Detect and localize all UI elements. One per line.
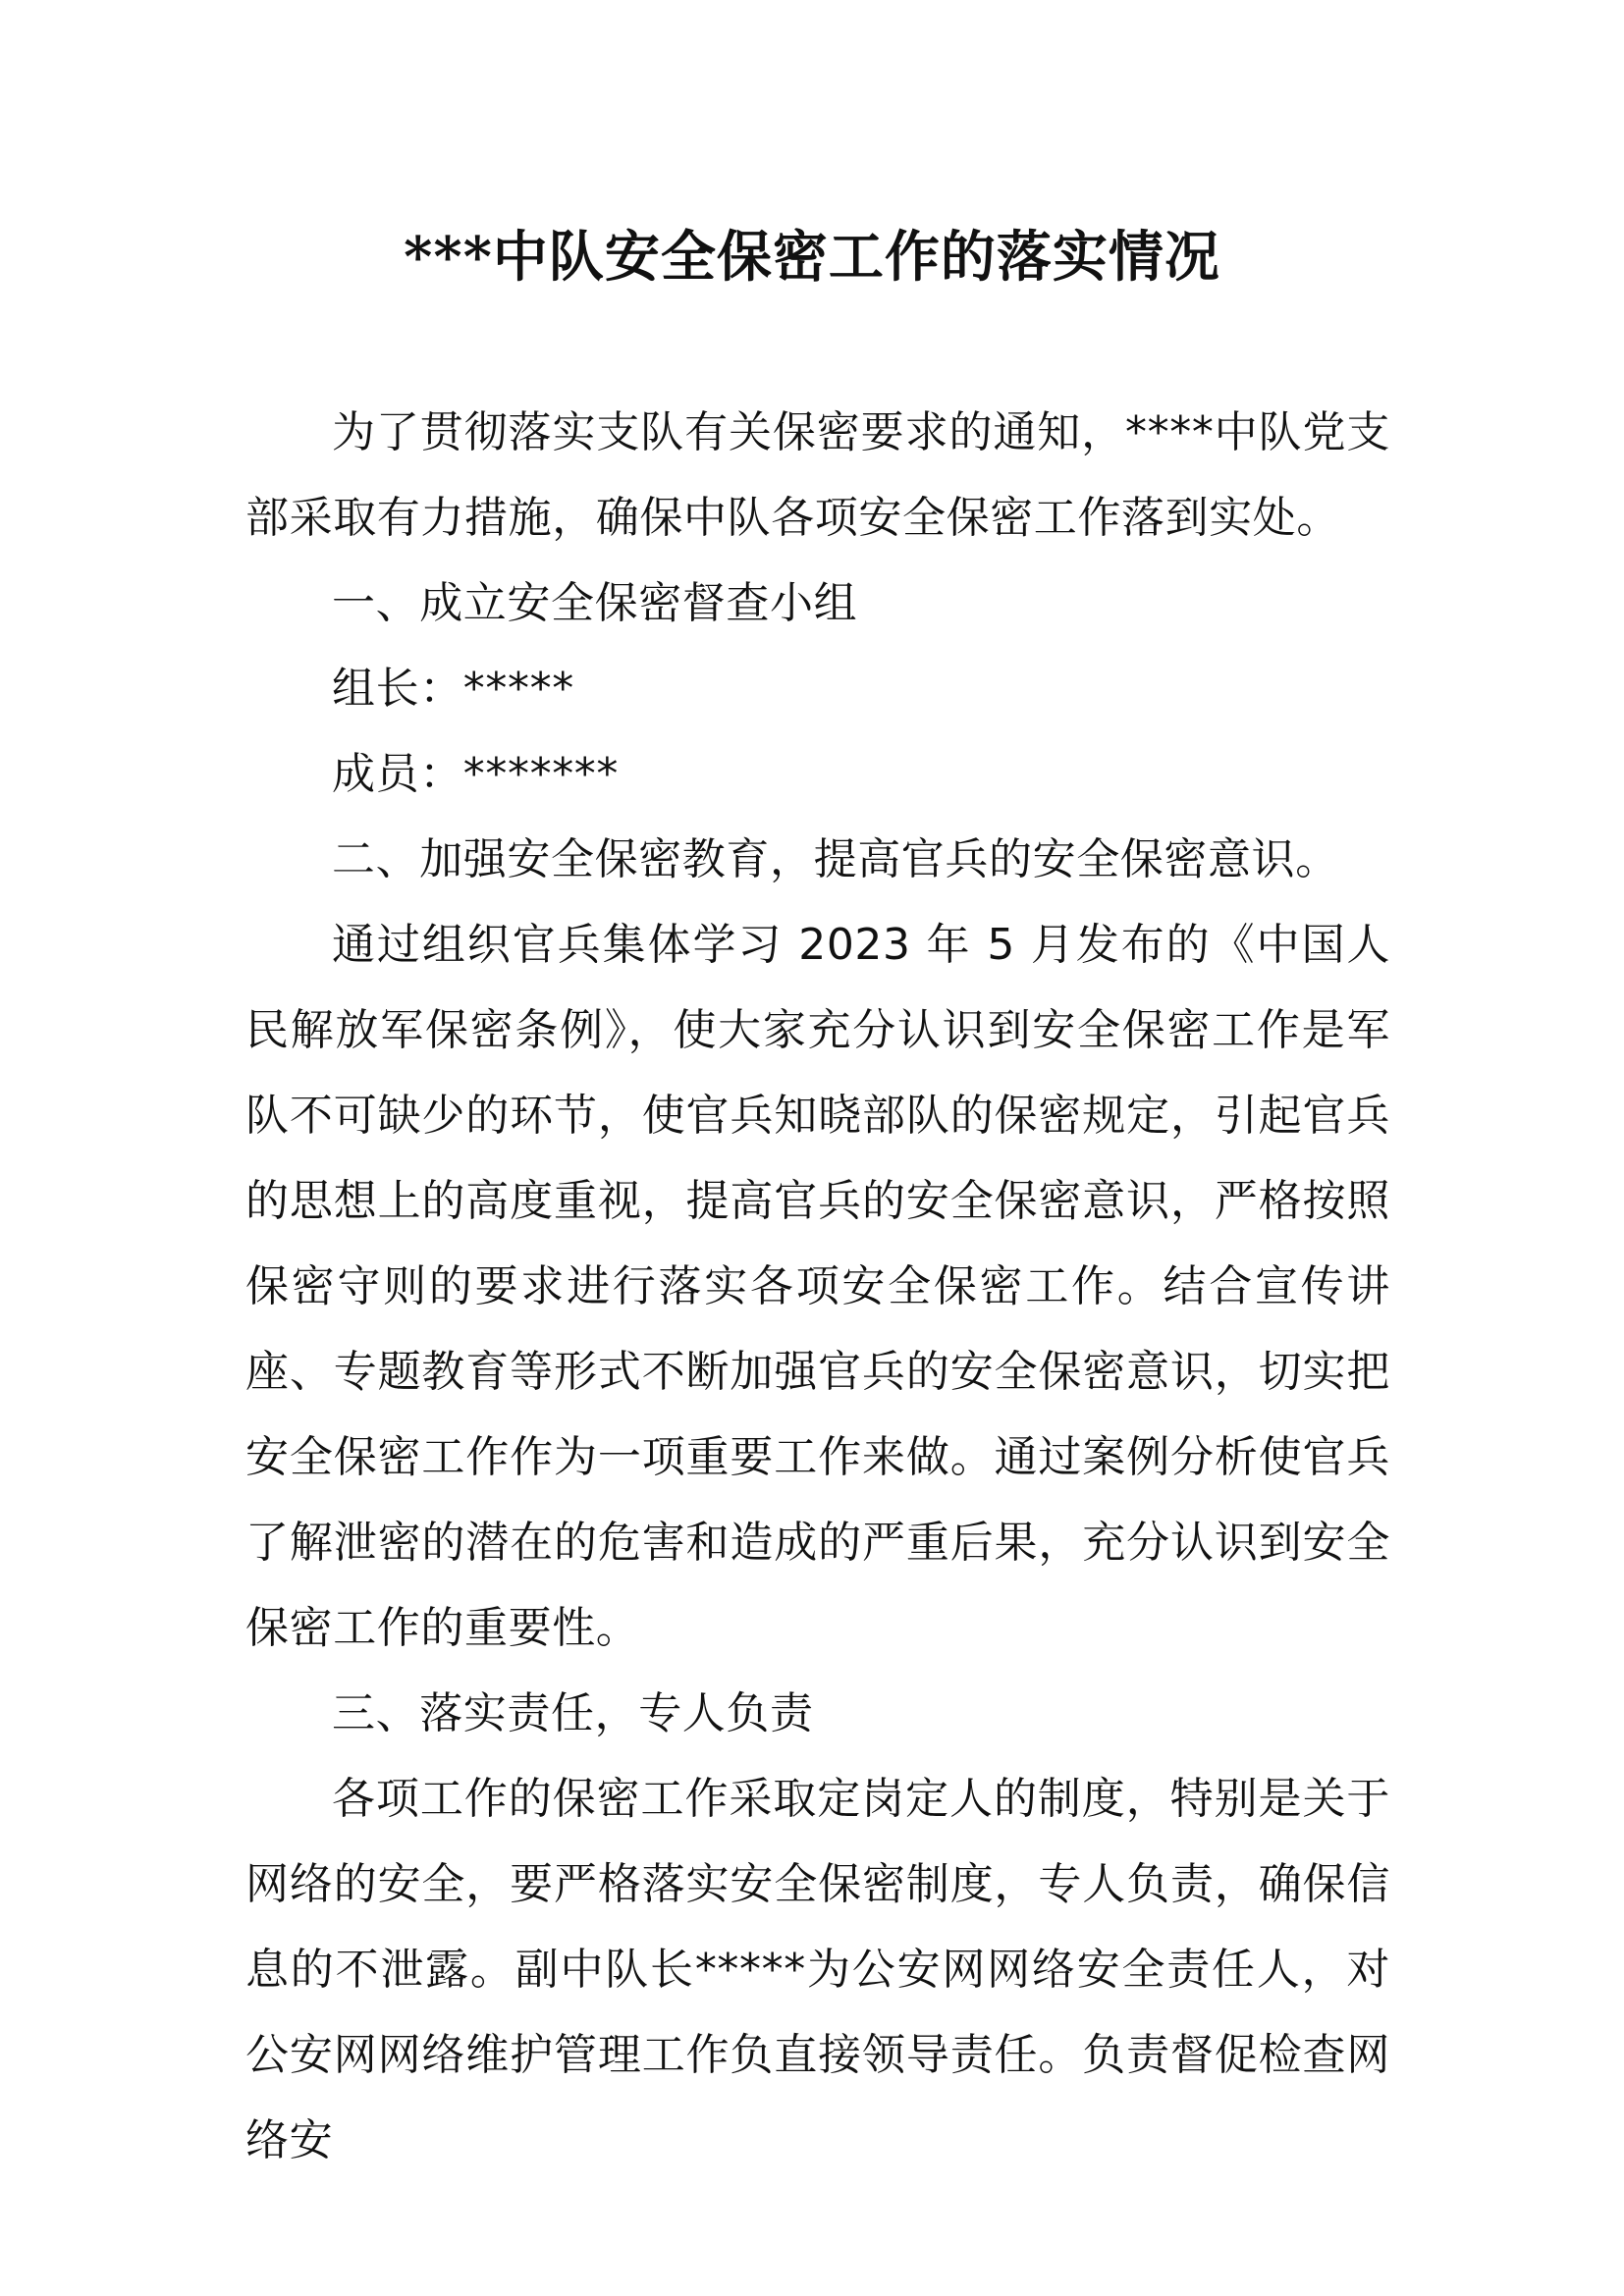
paragraph-education: 通过组织官兵集体学习 2023 年 5 月发布的《中国人民解放军保密条例》，使大家充分认识到安全保密工作是军队不可缺少的环节，使官兵知晓部队的保密规定，引起官兵的思想上的高度重视，提高官兵的安全保密意识，严格按照保密守则的要求进行落实各项安全保密工作。结合宣传讲座、专题教育等形式不断加强官兵的安全保密意识，切实把安全保密工作作为一项重要工作来做。通过案例分析使官兵了解泄密的潜在的危害和造成的严重后果，充分认识到安全保密工作的重要性。 [245, 920, 1390, 1653]
group-leader-line: 组长：***** [332, 664, 574, 714]
document-body [245, 390, 1390, 2183]
document-title: ***中队安全保密工作的落实情况 [404, 225, 1220, 290]
group-members-line: 成员：******* [332, 749, 619, 799]
section-heading-1: 一、成立安全保密督查小组 [332, 578, 858, 628]
section-heading-3: 三、落实责任，专人负责 [332, 1688, 814, 1738]
paragraph-intro: 为了贯彻落实支队有关保密要求的通知，****中队党支部采取有力措施，确保中队各项安全保密工作落到实处。 [245, 407, 1390, 543]
section-heading-2: 二、加强安全保密教育，提高官兵的安全保密意识。 [332, 834, 1339, 884]
paragraph-responsibility: 各项工作的保密工作采取定岗定人的制度，特别是关于网络的安全，要严格落实安全保密制度，专人负责，确保信息的不泄露。副中队长*****为公安网网络安全责任人，对公安网网络维护管理工作负直接领导责任。负责督促检查网络安 [245, 1774, 1390, 2165]
